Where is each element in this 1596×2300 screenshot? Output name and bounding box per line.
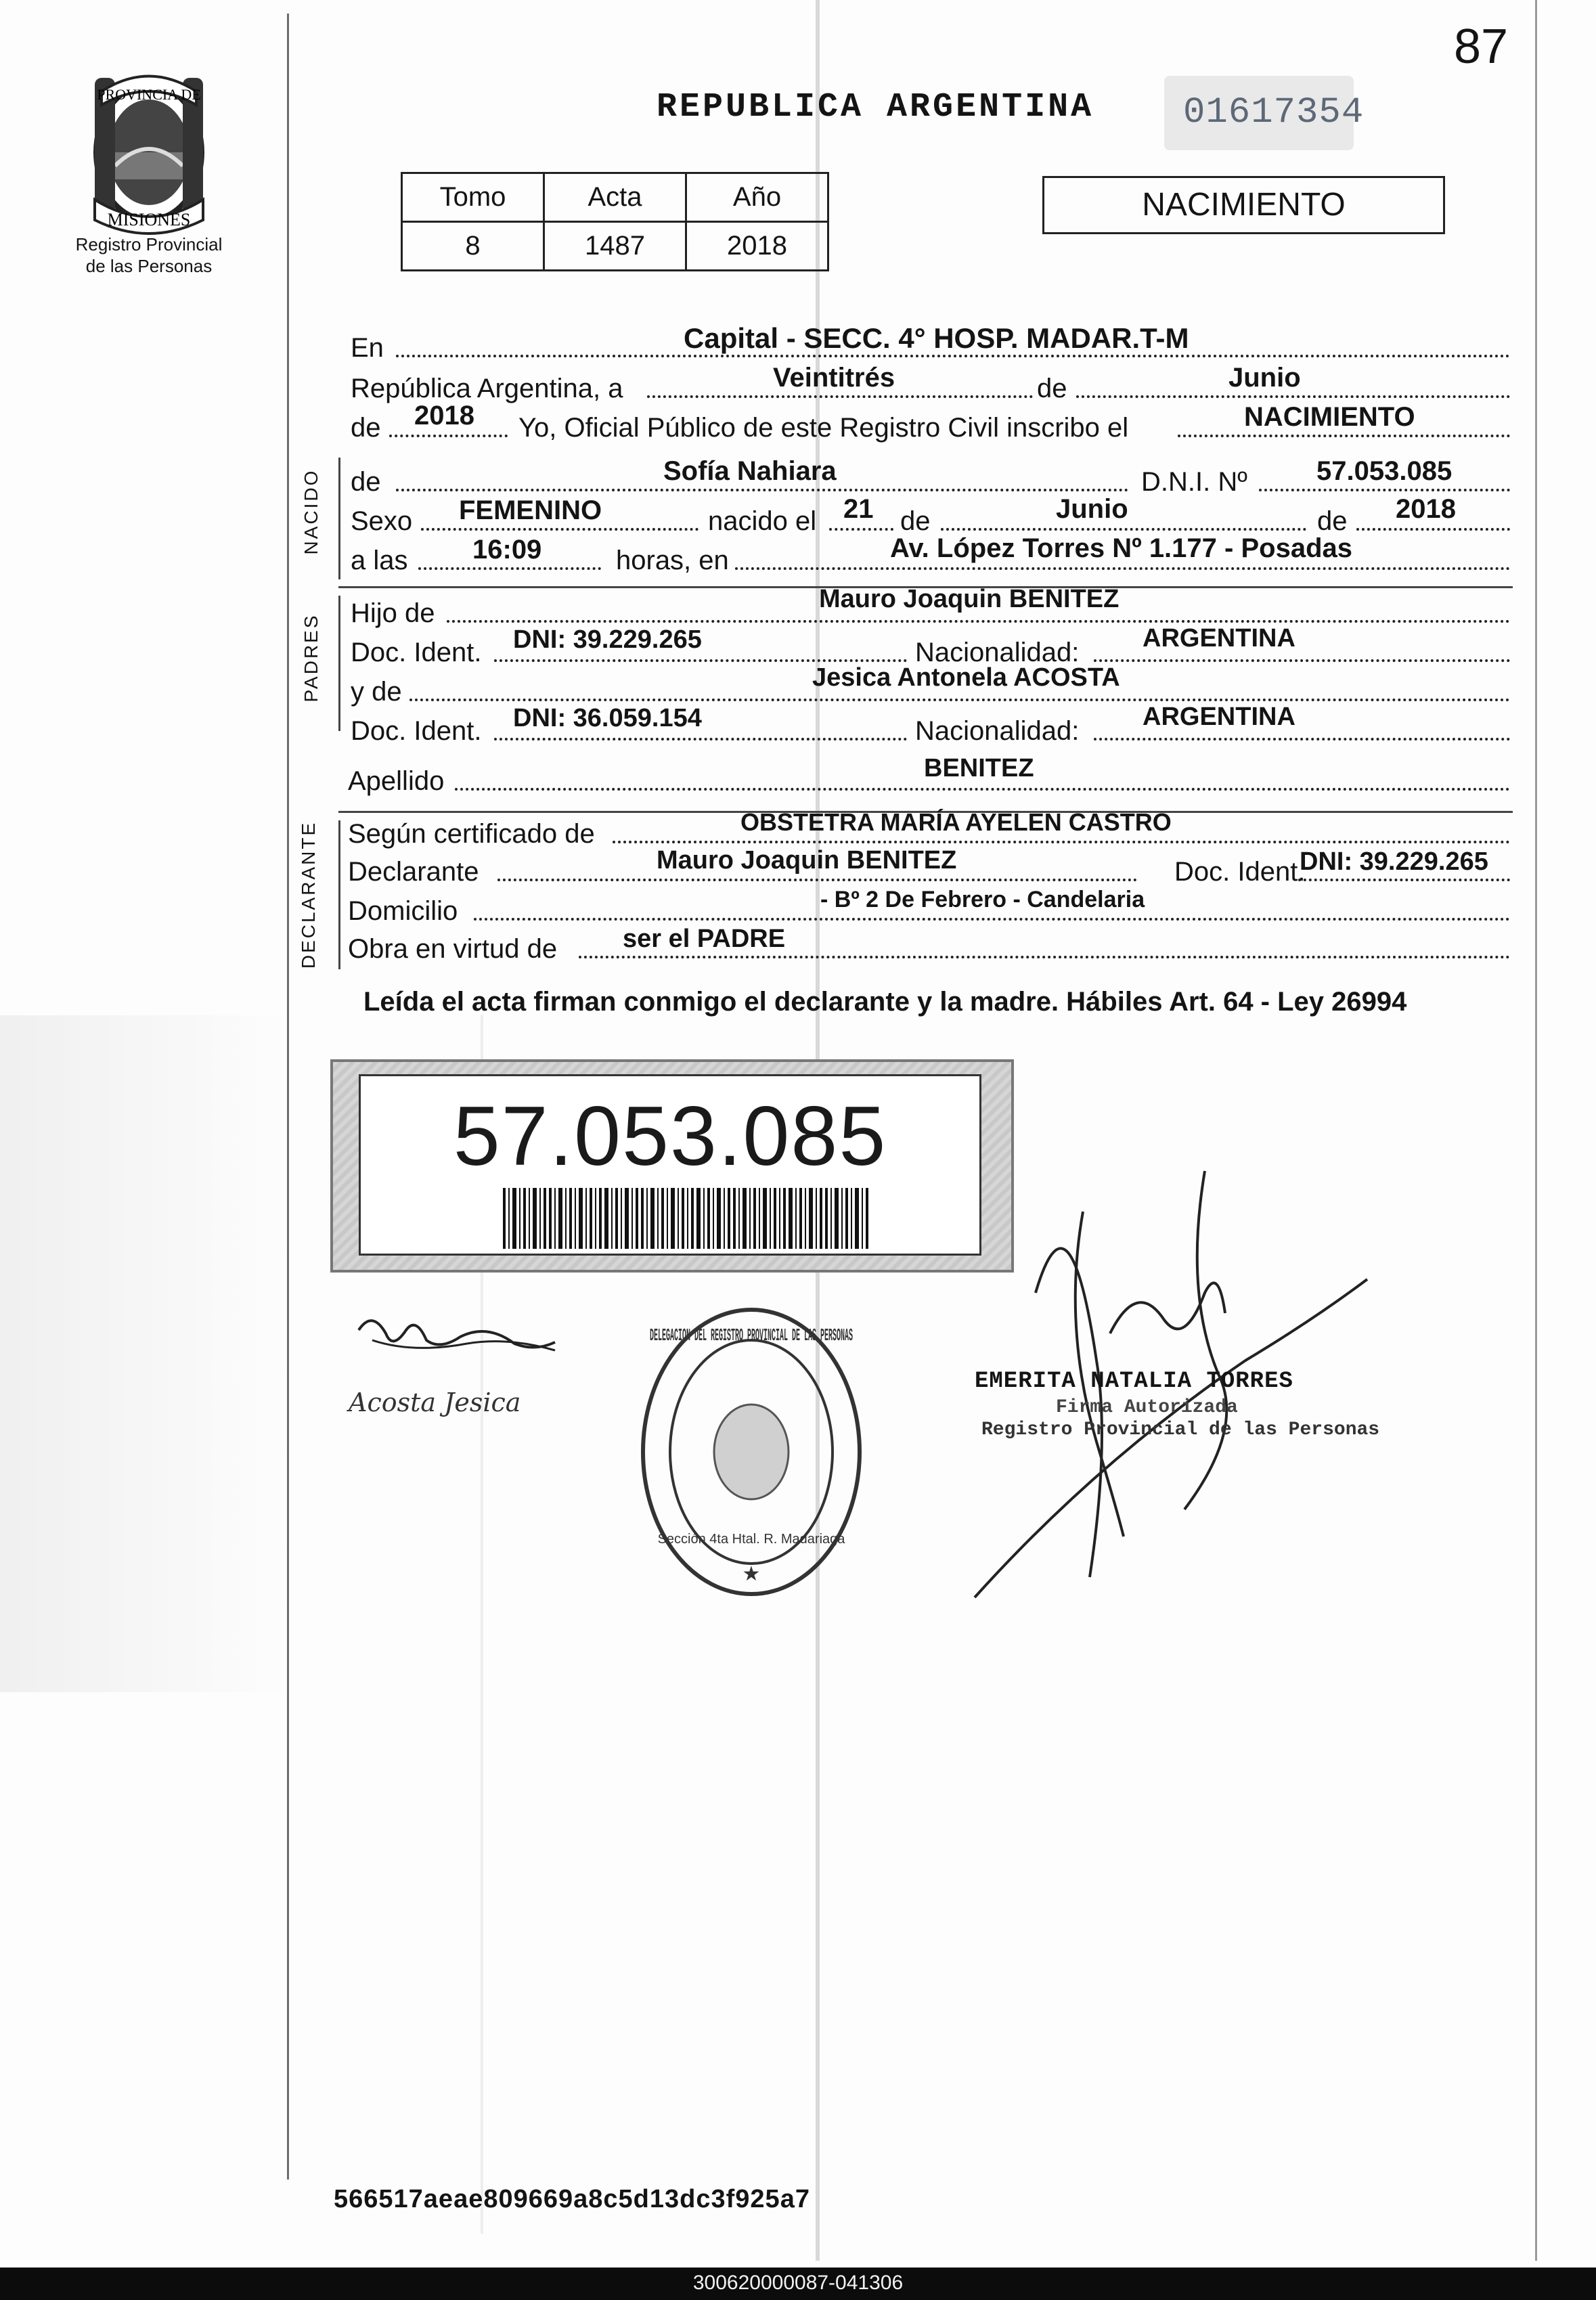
register-header-acta: Acta xyxy=(544,173,686,222)
act-type-dots xyxy=(1178,435,1510,437)
capacity-dots xyxy=(579,956,1510,958)
register-value-row xyxy=(402,222,828,271)
birth-day-dots xyxy=(829,528,893,531)
year-value: 2018 xyxy=(414,401,474,430)
declarant-doc-value: DNI: 39.229.265 xyxy=(1300,847,1488,876)
address-value: - Bº 2 De Febrero - Candelaria xyxy=(820,887,1145,912)
year-label: de xyxy=(351,413,381,443)
registry-seal-icon xyxy=(636,1300,866,1604)
surname-value: BENITEZ xyxy=(924,754,1034,782)
closing-text: Leída el acta firman conmigo el declarante y la madre. Hábiles Art. 64 - Ley 26994 xyxy=(363,987,1407,1017)
country-label: República Argentina, a xyxy=(351,374,623,403)
record-type-box: NACIMIENTO xyxy=(1042,176,1445,234)
mother-signature-name: Acosta Jesica xyxy=(349,1388,521,1417)
mother-doc-value: DNI: 36.059.154 xyxy=(513,704,702,732)
sex-value: FEMENINO xyxy=(459,495,602,525)
left-margin-line xyxy=(287,14,289,2180)
nacido-section-label: NACIDO xyxy=(301,468,322,555)
father-nationality-dots xyxy=(1094,659,1510,662)
birth-place-dots xyxy=(735,567,1510,570)
official-block xyxy=(975,1369,1379,1440)
declarant-value: Mauro Joaquin BENITEZ xyxy=(657,846,957,875)
register-header-anio: Año xyxy=(686,173,828,222)
child-dni-value: 57.053.085 xyxy=(1316,456,1453,486)
mother-dots xyxy=(409,699,1510,701)
dni-card-number: 57.053.085 xyxy=(453,1090,887,1183)
sex-dots xyxy=(421,528,699,531)
surname-label: Apellido xyxy=(348,766,445,796)
official-org: Registro Provincial de las Personas xyxy=(981,1419,1380,1440)
register-table xyxy=(401,172,829,271)
serial-number: 01617354 xyxy=(1183,92,1365,133)
svg-text:Sección 4ta Htal. R. Madariaga: Sección 4ta Htal. R. Madariaga xyxy=(657,1532,845,1547)
place-dots xyxy=(396,355,1510,357)
birth-year-dots xyxy=(1356,528,1510,531)
place-label: En xyxy=(351,333,384,363)
child-name-dots xyxy=(396,489,1128,491)
sex-label: Sexo xyxy=(351,506,413,536)
declarant-label: Declarante xyxy=(348,857,479,887)
scan-shadow xyxy=(0,1015,291,1692)
registry-caption-line2: de las Personas xyxy=(85,256,213,276)
birth-year-value: 2018 xyxy=(1396,494,1456,524)
father-doc-value: DNI: 39.229.265 xyxy=(513,625,702,654)
svg-text:DELEGACION DEL REGISTRO PROVIN: DELEGACION DEL REGISTRO PROVINCIAL DE LAS PERSONAS xyxy=(650,1325,853,1346)
padres-bracket xyxy=(338,596,340,731)
address-label: Domicilio xyxy=(348,896,458,926)
month-dots xyxy=(1076,395,1510,398)
father-value: Mauro Joaquin BENITEZ xyxy=(819,585,1120,613)
country-title: REPUBLICA ARGENTINA xyxy=(657,88,1094,127)
child-dni-label: D.N.I. Nº xyxy=(1141,467,1247,497)
time-dots xyxy=(418,567,601,570)
father-signature-icon xyxy=(352,1303,569,1384)
day-dots xyxy=(647,395,1033,398)
time-value: 16:09 xyxy=(472,535,542,565)
declarante-section-label: DECLARANTE xyxy=(298,820,319,969)
svg-text:★: ★ xyxy=(742,1563,761,1585)
dni-card-inner xyxy=(359,1074,981,1256)
barcode-icon xyxy=(503,1188,868,1249)
dni-card xyxy=(330,1059,1014,1273)
register-value-acta: 1487 xyxy=(544,222,686,271)
mother-nationality-dots xyxy=(1094,738,1510,740)
mother-nationality-label: Nacionalidad: xyxy=(915,716,1080,746)
serial-stamp xyxy=(1164,76,1365,150)
official-name: EMERITA NATALIA TORRES xyxy=(975,1369,1293,1394)
act-type-value: NACIMIENTO xyxy=(1244,402,1415,432)
and-label: y de xyxy=(351,677,402,707)
padres-section-label: PADRES xyxy=(301,613,322,703)
registry-caption-line1: Registro Provincial xyxy=(75,234,223,255)
svg-text:MISIONES: MISIONES xyxy=(107,210,191,229)
right-margin-line xyxy=(1535,0,1537,2261)
child-dni-dots xyxy=(1259,489,1510,491)
hours-label: horas, en xyxy=(616,546,729,575)
mother-value: Jesica Antonela ACOSTA xyxy=(812,663,1120,692)
certificate-value: OBSTETRA MARÍA AYELEN CASTRO xyxy=(740,808,1172,836)
child-name-value: Sofía Nahiara xyxy=(663,456,837,486)
capacity-value: ser el PADRE xyxy=(623,925,786,953)
address-dots xyxy=(474,918,1510,921)
father-nationality-label: Nacionalidad: xyxy=(915,638,1080,667)
registry-caption xyxy=(54,234,244,277)
birth-place-value: Av. López Torres Nº 1.177 - Posadas xyxy=(890,533,1352,563)
father-doc-label: Doc. Ident. xyxy=(351,638,482,667)
document-hash: 566517aeae809669a8c5d13dc3f925a7 xyxy=(334,2185,810,2213)
father-dots xyxy=(447,620,1510,623)
birth-day-value: 21 xyxy=(843,494,874,524)
register-header-row xyxy=(402,173,828,222)
time-label: a las xyxy=(351,546,408,575)
birth-de-label: de xyxy=(900,506,931,536)
official-role: Firma Autorizada xyxy=(1056,1397,1238,1418)
place-value: Capital - SECC. 4° HOSP. MADAR.T-M xyxy=(684,322,1189,354)
born-label: nacido el xyxy=(708,506,817,536)
register-value-anio: 2018 xyxy=(686,222,828,271)
page-number: 87 xyxy=(1454,20,1509,74)
declarant-doc-label: Doc. Ident. xyxy=(1174,857,1306,887)
statement-text: Yo, Oficial Público de este Registro Civil inscribo el xyxy=(518,413,1129,443)
mother-nationality-value: ARGENTINA xyxy=(1143,703,1295,731)
year-dots xyxy=(389,435,508,437)
month-value: Junio xyxy=(1228,363,1301,393)
declarante-bracket xyxy=(338,820,340,969)
birth-de2-label: de xyxy=(1317,506,1348,536)
birth-month-value: Junio xyxy=(1056,494,1128,524)
son-of-label: Hijo de xyxy=(351,598,435,628)
register-header-tomo: Tomo xyxy=(402,173,544,222)
certificate-dots xyxy=(613,841,1510,843)
child-name-label: de xyxy=(351,467,381,497)
declarant-dots xyxy=(497,879,1137,881)
father-doc-dots xyxy=(494,659,907,662)
mother-doc-label: Doc. Ident. xyxy=(351,716,482,746)
father-nationality-value: ARGENTINA xyxy=(1143,624,1295,653)
certificate-label: Según certificado de xyxy=(348,819,595,849)
capacity-label: Obra en virtud de xyxy=(348,934,558,964)
declarant-doc-dots xyxy=(1298,879,1510,881)
mother-doc-dots xyxy=(494,738,907,740)
surname-dots xyxy=(455,788,1510,791)
register-value-tomo: 8 xyxy=(402,222,544,271)
footer-code: 300620000087-041306 xyxy=(692,2272,904,2294)
province-coat-of-arms-icon xyxy=(68,64,230,240)
svg-text:PROVINCIA DE: PROVINCIA DE xyxy=(97,86,201,103)
day-value: Veintitrés xyxy=(773,363,895,393)
month-de-label: de xyxy=(1037,374,1067,403)
birth-month-dots xyxy=(941,528,1306,531)
nacido-bracket xyxy=(338,458,340,579)
